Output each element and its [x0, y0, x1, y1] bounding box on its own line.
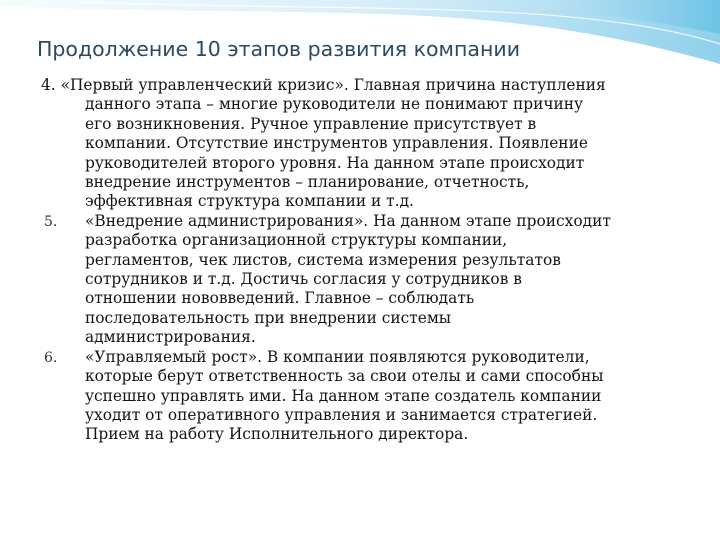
list-item-6: [0, 348, 680, 445]
list-item-line: отношении нововведений. Главное – соблюдать: [85, 289, 475, 308]
list-item-5: [0, 212, 680, 348]
list-item-number: 6.: [44, 349, 58, 366]
list-item-4: [0, 76, 680, 212]
list-item-line: внедрение инструментов – планирование, отчетность,: [85, 173, 530, 192]
list-item-line: Прием на работу Исполнительного директора.: [85, 425, 469, 444]
list-item-line: руководителей второго уровня. На данном этапе происходит: [85, 153, 585, 172]
list-item-line: «Управляемый рост». В компании появляются руководители,: [85, 347, 590, 366]
list-item-line: его возникновения. Ручное управление присутствует в: [85, 114, 537, 133]
list-item-number: 5.: [44, 213, 58, 230]
content-list: [0, 76, 720, 445]
list-item-line: сотрудников и т.д. Достичь согласия у сотрудников в: [85, 270, 522, 289]
list-item-line: администрирования.: [85, 328, 256, 347]
list-item-line: которые берут ответственность за свои отелы и сами способны: [85, 367, 604, 386]
list-item-line: компании. Отсутствие инструментов управления. Появление: [85, 134, 588, 153]
list-item-line: «Внедрение администрирования». На данном этапе происходит: [85, 211, 611, 230]
list-item-line: последовательность при внедрении системы: [85, 308, 452, 327]
slide-title: Продолжение 10 этапов развития компании: [37, 37, 521, 61]
list-item-line: успешно управлять ими. На данном этапе создатель компании: [85, 386, 602, 405]
list-item-line: данного этапа – многие руководители не понимают причину: [85, 95, 584, 114]
list-item-line: 4. «Первый управленческий кризис». Главная причина наступления: [41, 76, 606, 94]
list-item-line: эффективная структура компании и т.д.: [85, 192, 414, 211]
list-item-line: разработка организационной структуры компании,: [85, 231, 508, 250]
list-item-line: регламентов, чек листов, система измерения результатов: [85, 250, 561, 269]
list-item-line: уходит от оперативного управления и занимается стратегией.: [85, 405, 598, 424]
